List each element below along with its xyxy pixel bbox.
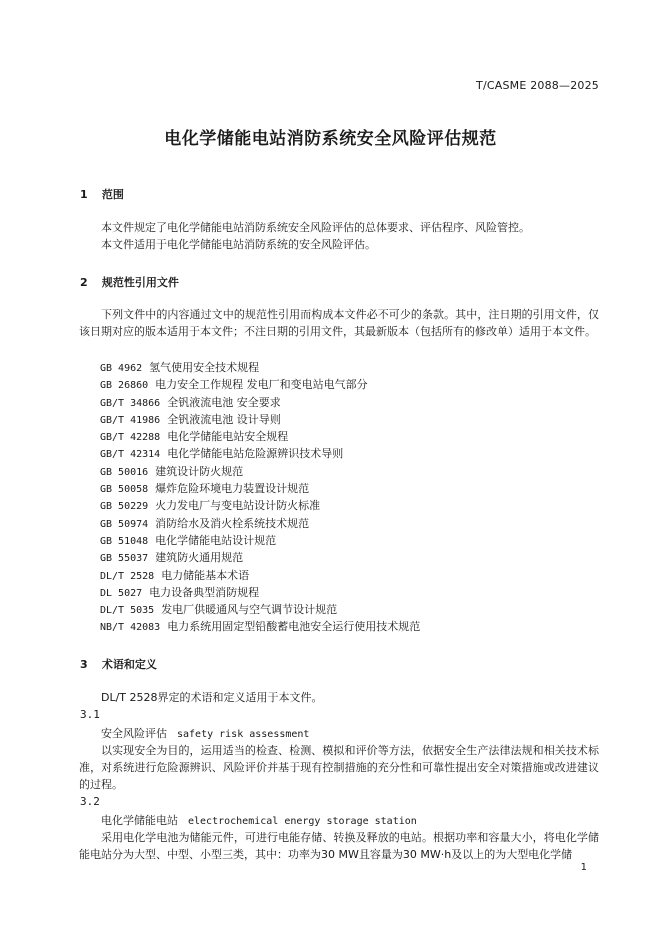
reference-code: GB 50229 [100, 501, 149, 513]
reference-code: DL/T 5035 [100, 605, 155, 617]
document-title: 电化学储能电站消防系统安全风险评估规范 [164, 129, 497, 149]
standard-code: T/CASME 2088—2025 [476, 79, 599, 92]
reference-item [100, 376, 420, 393]
reference-code: GB 51048 [100, 535, 149, 547]
reference-item [100, 463, 420, 480]
section-title: 术语和定义 [101, 658, 157, 671]
reference-code: DL 5027 [100, 587, 143, 599]
term-english: safety risk assessment [177, 729, 310, 740]
reference-item [100, 428, 420, 445]
reference-code: GB 50058 [100, 484, 149, 496]
section-title: 规范性引用文件 [101, 276, 179, 289]
section-heading-references [80, 274, 179, 290]
reference-title: 建筑防火通用规范 [155, 551, 244, 565]
references-intro: 下列文件中的内容通过文中的规范性引用而构成本文件必不可少的条款。其中，注日期的引用文件，仅该日期对应的版本适用于本文件；不注日期的引用文件，其最新版本（包括所有的修改单）适用于本文件。 [79, 308, 599, 338]
term-english: electrochemical energy storage station [188, 816, 417, 827]
reference-item [100, 549, 420, 566]
reference-item [100, 618, 420, 635]
reference-item [100, 497, 420, 514]
reference-code: GB/T 42288 [100, 432, 161, 444]
section-heading-scope [80, 186, 124, 202]
section-title: 范围 [101, 188, 124, 201]
reference-item [100, 359, 420, 376]
section-number: 2 [80, 276, 88, 289]
reference-item [100, 567, 420, 584]
reference-title: 电化学储能电站安全规程 [167, 430, 289, 444]
reference-list [100, 359, 420, 636]
term-heading [101, 725, 309, 741]
reference-code: GB/T 41986 [100, 414, 161, 426]
reference-item [100, 601, 420, 618]
reference-code: GB/T 34866 [100, 397, 161, 409]
reference-title: 氢气使用安全技术规程 [149, 361, 260, 374]
term-number: 3.2 [80, 795, 100, 808]
reference-title: 全钒液流电池 设计导则 [167, 412, 281, 426]
reference-title: 电化学储能电站设计规范 [155, 533, 277, 547]
page-number: 1 [580, 862, 587, 873]
reference-code: GB/T 42314 [100, 449, 161, 461]
reference-code: GB 55037 [100, 553, 149, 565]
scope-paragraph-2: 本文件适用于电化学储能电站消防系统的安全风险评估。 [101, 238, 376, 251]
reference-title: 火力发电厂与变电站设计防火标准 [155, 499, 321, 513]
reference-code: GB 4962 [100, 363, 143, 374]
reference-title: 全钒液流电池 安全要求 [167, 395, 281, 409]
term-number: 3.1 [80, 708, 100, 721]
term-chinese: 电化学储能电站 [101, 814, 178, 827]
reference-code: DL/T 2528 [100, 570, 155, 582]
scope-paragraph-1: 本文件规定了电化学储能电站消防系统安全风险评估的总体要求、评估程序、风险管控。 [101, 221, 530, 234]
reference-title: 发电厂供暖通风与空气调节设计规范 [161, 603, 338, 617]
reference-item [100, 394, 420, 411]
term-definition: 以实现安全为目的，运用适当的检查、检测、模拟和评价等方法，依据安全生产法律法规和相关技术标准，对系统进行危险源辨识、风险评价并基于现有控制措施的充分性和可靠性提出安全对策措施或改进建议的过程。 [79, 744, 599, 791]
reference-title: 电力安全工作规程 发电厂和变电站电气部分 [155, 378, 368, 392]
section-number: 3 [80, 658, 88, 671]
section-heading-terms [80, 656, 157, 672]
reference-code: GB 50016 [100, 466, 149, 478]
reference-code: GB 50974 [100, 518, 149, 530]
term-heading [101, 812, 417, 828]
reference-item [100, 532, 420, 549]
reference-title: 爆炸危险环境电力装置设计规范 [155, 482, 310, 496]
reference-code: NB/T 42083 [100, 622, 161, 634]
reference-item [100, 445, 420, 462]
terms-intro: DL/T 2528界定的术语和定义适用于本文件。 [101, 691, 323, 704]
reference-title: 建筑设计防火规范 [155, 464, 244, 478]
reference-title: 电力储能基本术语 [161, 568, 250, 582]
reference-title: 电力设备典型消防规程 [149, 585, 260, 599]
reference-item [100, 480, 420, 497]
reference-code: GB 26860 [100, 380, 149, 392]
reference-title: 电力系统用固定型铅酸蓄电池安全运行使用技术规范 [167, 620, 421, 634]
section-number: 1 [80, 188, 88, 201]
reference-title: 消防给水及消火栓系统技术规范 [155, 516, 310, 530]
reference-title: 电化学储能电站危险源辨识技术导则 [167, 447, 344, 461]
term-definition: 采用电化学电池为储能元件，可进行电能存储、转换及释放的电站。根据功率和容量大小，将电化学储能电站分为大型、中型、小型三类，其中：功率为30 MW且容量为30 MW·h及以上的为大型电化学储 [79, 831, 599, 861]
reference-item [100, 411, 420, 428]
reference-item [100, 584, 420, 601]
term-chinese: 安全风险评估 [101, 727, 167, 740]
reference-item [100, 515, 420, 532]
